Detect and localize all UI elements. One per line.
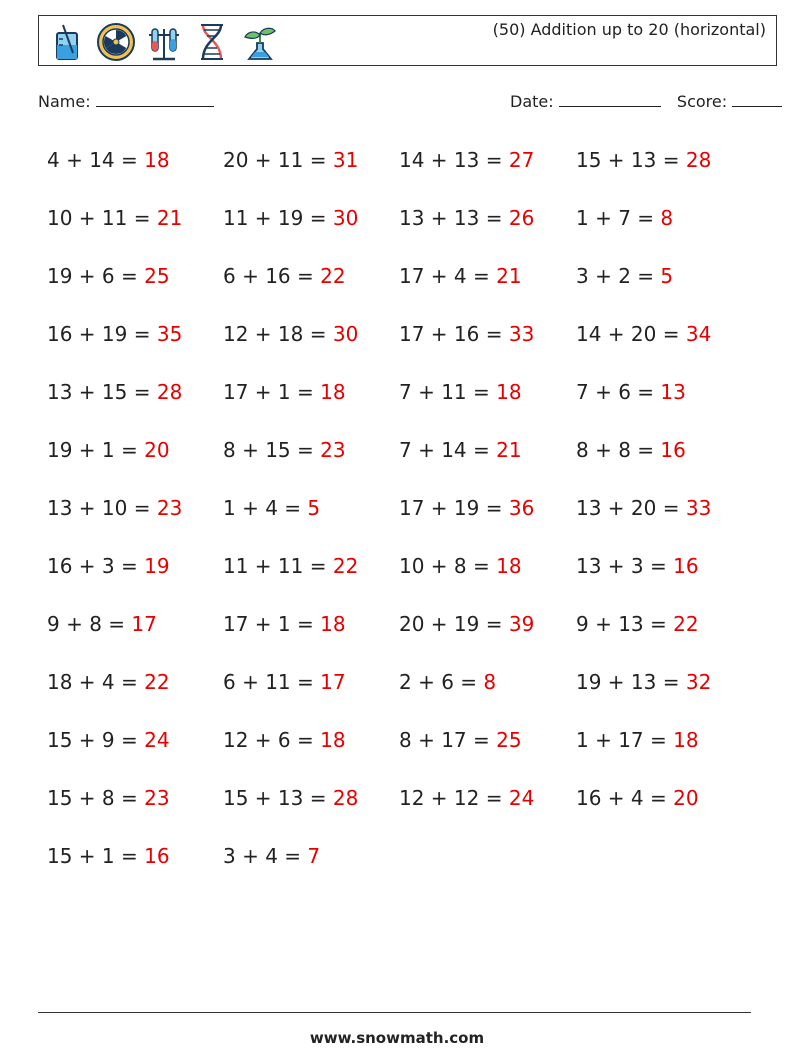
- problem-answer: 8: [660, 206, 674, 230]
- problem-question: 17 + 1 =: [223, 380, 321, 404]
- problem-item: [399, 612, 534, 636]
- problem-question: 6 + 11 =: [223, 670, 321, 694]
- problem-item: [223, 728, 346, 752]
- problem-question: 10 + 11 =: [47, 206, 157, 230]
- problem-question: 16 + 4 =: [576, 786, 674, 810]
- problem-answer: 7: [307, 844, 321, 868]
- worksheet-header: [38, 15, 777, 66]
- problem-answer: 23: [320, 438, 346, 462]
- problem-answer: 16: [144, 844, 170, 868]
- problem-item: [399, 728, 522, 752]
- problem-answer: 25: [496, 728, 522, 752]
- problem-answer: 18: [496, 380, 522, 404]
- problem-question: 8 + 17 =: [399, 728, 497, 752]
- problem-item: [399, 322, 534, 346]
- problem-item: [576, 148, 711, 172]
- problem-answer: 36: [508, 496, 535, 520]
- problem-item: [223, 554, 358, 578]
- problem-answer: 32: [685, 670, 712, 694]
- problem-answer: 26: [508, 206, 535, 230]
- problem-item: [399, 148, 534, 172]
- problem-answer: 28: [332, 786, 359, 810]
- problem-answer: 23: [144, 786, 170, 810]
- problem-question: 15 + 9 =: [47, 728, 145, 752]
- problem-question: 19 + 6 =: [47, 264, 145, 288]
- problem-question: 15 + 13 =: [576, 148, 686, 172]
- problem-item: [223, 496, 320, 520]
- problem-question: 15 + 13 =: [223, 786, 333, 810]
- problem-question: 3 + 2 =: [576, 264, 661, 288]
- score-blank: [732, 92, 782, 107]
- problem-item: [399, 496, 534, 520]
- problem-question: 12 + 12 =: [399, 786, 509, 810]
- problem-answer: 18: [496, 554, 522, 578]
- problem-item: [399, 670, 496, 694]
- problem-item: [47, 380, 182, 404]
- problem-item: [223, 438, 346, 462]
- problem-answer: 22: [332, 554, 359, 578]
- problem-question: 9 + 8 =: [47, 612, 132, 636]
- problem-item: [576, 380, 686, 404]
- problem-item: [47, 670, 170, 694]
- problem-question: 13 + 15 =: [47, 380, 157, 404]
- problem-item: [399, 554, 522, 578]
- problem-question: 17 + 16 =: [399, 322, 509, 346]
- problem-question: 6 + 16 =: [223, 264, 321, 288]
- problem-question: 12 + 6 =: [223, 728, 321, 752]
- problem-item: [47, 786, 170, 810]
- beaker-icon: [47, 21, 89, 63]
- problem-answer: 17: [320, 670, 346, 694]
- problem-question: 7 + 11 =: [399, 380, 497, 404]
- problem-answer: 35: [156, 322, 183, 346]
- date-score-fields: [510, 92, 782, 111]
- plant-flask-icon: [239, 21, 281, 63]
- problem-answer: 27: [508, 148, 535, 172]
- problem-answer: 23: [156, 496, 183, 520]
- problem-question: 1 + 4 =: [223, 496, 308, 520]
- problem-item: [223, 844, 320, 868]
- problem-answer: 22: [320, 264, 346, 288]
- score-label: Score:: [676, 92, 728, 111]
- problem-item: [223, 380, 346, 404]
- problem-answer: 18: [673, 728, 699, 752]
- problem-answer: 34: [685, 322, 712, 346]
- problem-item: [576, 612, 699, 636]
- problem-item: [47, 554, 170, 578]
- problem-item: [47, 206, 182, 230]
- problem-question: 15 + 8 =: [47, 786, 145, 810]
- problem-answer: 18: [320, 728, 346, 752]
- problem-answer: 22: [144, 670, 170, 694]
- problem-item: [576, 322, 711, 346]
- problem-question: 7 + 14 =: [399, 438, 497, 462]
- problem-question: 15 + 1 =: [47, 844, 145, 868]
- problem-answer: 39: [508, 612, 535, 636]
- problem-answer: 16: [660, 438, 686, 462]
- problem-question: 4 + 14 =: [47, 148, 145, 172]
- problem-answer: 28: [156, 380, 183, 404]
- problem-item: [223, 148, 358, 172]
- problem-item: [47, 148, 170, 172]
- problem-answer: 13: [660, 380, 686, 404]
- problem-question: 14 + 13 =: [399, 148, 509, 172]
- problem-answer: 21: [156, 206, 183, 230]
- problem-question: 16 + 3 =: [47, 554, 145, 578]
- problem-item: [399, 438, 522, 462]
- problem-answer: 16: [673, 554, 699, 578]
- problem-answer: 19: [144, 554, 170, 578]
- problem-item: [576, 554, 699, 578]
- problem-item: [47, 322, 182, 346]
- date-label: Date:: [510, 92, 554, 111]
- problem-question: 7 + 6 =: [576, 380, 661, 404]
- problem-question: 19 + 13 =: [576, 670, 686, 694]
- problem-answer: 18: [144, 148, 170, 172]
- problem-answer: 33: [508, 322, 535, 346]
- dna-icon: [191, 21, 233, 63]
- problem-question: 14 + 20 =: [576, 322, 686, 346]
- problem-answer: 24: [508, 786, 535, 810]
- problem-question: 9 + 13 =: [576, 612, 674, 636]
- problem-item: [399, 264, 522, 288]
- problem-item: [47, 438, 170, 462]
- problem-answer: 17: [131, 612, 157, 636]
- problem-item: [47, 844, 170, 868]
- problem-item: [223, 264, 346, 288]
- problem-question: 13 + 10 =: [47, 496, 157, 520]
- problem-item: [576, 206, 673, 230]
- problem-question: 20 + 11 =: [223, 148, 333, 172]
- problem-question: 13 + 13 =: [399, 206, 509, 230]
- problem-question: 19 + 1 =: [47, 438, 145, 462]
- worksheet-title: (50) Addition up to 20 (horizontal): [492, 20, 766, 39]
- problem-answer: 31: [332, 148, 359, 172]
- problem-answer: 25: [144, 264, 170, 288]
- problem-item: [576, 670, 711, 694]
- problem-answer: 20: [673, 786, 699, 810]
- problem-item: [223, 322, 358, 346]
- problem-item: [223, 786, 358, 810]
- problem-question: 16 + 19 =: [47, 322, 157, 346]
- problem-answer: 22: [673, 612, 699, 636]
- problem-item: [576, 264, 673, 288]
- problem-question: 8 + 15 =: [223, 438, 321, 462]
- problem-answer: 5: [307, 496, 321, 520]
- problem-question: 1 + 7 =: [576, 206, 661, 230]
- problem-answer: 33: [685, 496, 712, 520]
- problem-question: 3 + 4 =: [223, 844, 308, 868]
- problem-question: 12 + 18 =: [223, 322, 333, 346]
- problem-question: 20 + 19 =: [399, 612, 509, 636]
- problem-question: 11 + 19 =: [223, 206, 333, 230]
- problem-answer: 24: [144, 728, 170, 752]
- problem-item: [576, 438, 686, 462]
- problem-item: [47, 728, 170, 752]
- problem-item: [399, 380, 522, 404]
- problem-answer: 21: [496, 264, 522, 288]
- problem-item: [576, 496, 711, 520]
- name-label: Name:: [38, 92, 91, 111]
- footer-url: www.snowmath.com: [309, 1029, 485, 1047]
- problem-answer: 8: [483, 670, 497, 694]
- problem-item: [47, 496, 182, 520]
- problem-question: 8 + 8 =: [576, 438, 661, 462]
- name-field: [38, 92, 214, 111]
- problem-item: [576, 786, 699, 810]
- problem-answer: 30: [332, 206, 359, 230]
- footer-divider: [38, 1012, 751, 1013]
- problem-answer: 30: [332, 322, 359, 346]
- problem-item: [47, 612, 157, 636]
- header-icons: [47, 21, 281, 63]
- problem-item: [576, 728, 699, 752]
- test-tubes-icon: [143, 21, 185, 63]
- problem-question: 18 + 4 =: [47, 670, 145, 694]
- problem-question: 10 + 8 =: [399, 554, 497, 578]
- problem-item: [223, 612, 346, 636]
- problem-answer: 28: [685, 148, 712, 172]
- problem-question: 17 + 1 =: [223, 612, 321, 636]
- problem-question: 13 + 3 =: [576, 554, 674, 578]
- problem-item: [223, 670, 346, 694]
- problem-answer: 21: [496, 438, 522, 462]
- problem-answer: 18: [320, 380, 346, 404]
- problem-question: 2 + 6 =: [399, 670, 484, 694]
- name-blank: [96, 92, 214, 107]
- problem-item: [399, 206, 534, 230]
- problem-item: [223, 206, 358, 230]
- problem-question: 17 + 19 =: [399, 496, 509, 520]
- radiation-icon: [95, 21, 137, 63]
- problem-question: 11 + 11 =: [223, 554, 333, 578]
- problem-answer: 18: [320, 612, 346, 636]
- problem-answer: 20: [144, 438, 170, 462]
- problem-question: 1 + 17 =: [576, 728, 674, 752]
- date-blank: [559, 92, 661, 107]
- problem-answer: 5: [660, 264, 674, 288]
- problem-item: [47, 264, 170, 288]
- problem-item: [399, 786, 534, 810]
- problem-question: 17 + 4 =: [399, 264, 497, 288]
- problem-question: 13 + 20 =: [576, 496, 686, 520]
